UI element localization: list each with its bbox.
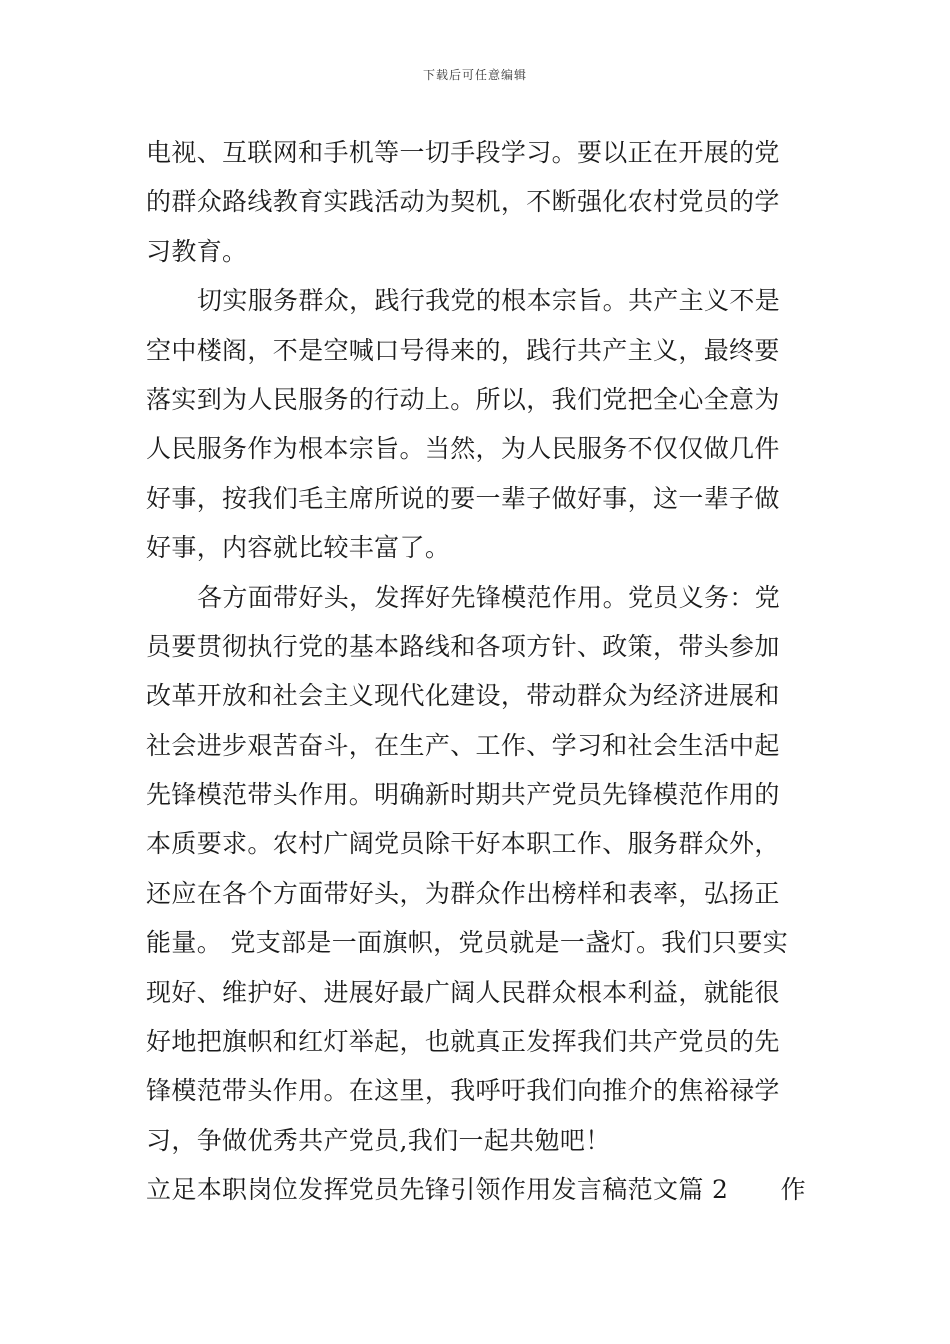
text-line: 员要贯彻执行党的基本路线和各项方针、政策，带头参加 bbox=[146, 631, 780, 661]
text-line: 本质要求。农村广阔党员除干好本职工作、服务群众外， bbox=[146, 829, 780, 859]
paragraph-start-line: 切实服务群众，践行我党的根本宗旨。共产主义不是 bbox=[197, 286, 781, 316]
text-line: 先锋模范带头作用。明确新时期共产党员先锋模范作用的 bbox=[146, 780, 780, 810]
text-line: 好地把旗帜和红灯举起，也就真正发挥我们共产党员的先 bbox=[146, 1027, 780, 1057]
text-line: 电视、互联网和手机等一切手段学习。要以正在开展的党 bbox=[146, 138, 780, 167]
text-line: 还应在各个方面带好头，为群众作出榜样和表率，弘扬正 bbox=[146, 878, 780, 908]
text-line: 能量。 党支部是一面旗帜，党员就是一盏灯。我们只要实 bbox=[146, 928, 789, 958]
section-heading bbox=[146, 1165, 810, 1214]
text-line: 的群众路线教育实践活动为契机，不断强化农村党员的学 bbox=[146, 187, 780, 217]
text-line: 好事，内容就比较丰富了。 bbox=[146, 533, 451, 563]
text-line: 落实到为人民服务的行动上。所以，我们党把全心全意为 bbox=[146, 384, 780, 414]
paragraph-start-line: 各方面带好头，发挥好先锋模范作用。党员义务：党 bbox=[197, 582, 781, 612]
section-heading-tail: 作 bbox=[780, 1175, 806, 1205]
text-line: 空中楼阁，不是空喊口号得来的，践行共产主义，最终要 bbox=[146, 335, 780, 365]
text-line: 好事，按我们毛主席所说的要一辈子做好事，这一辈子做 bbox=[146, 483, 780, 513]
text-line: 习教育。 bbox=[146, 236, 248, 266]
page-header-note: 下载后可任意编辑 bbox=[422, 68, 527, 82]
text-line: 人民服务作为根本宗旨。当然，为人民服务不仅仅做几件 bbox=[146, 434, 780, 464]
text-line: 现好、维护好、进展好最广阔人民群众根本利益，就能很 bbox=[146, 977, 780, 1007]
section-heading-title: 立足本职岗位发挥党员先锋引领作用发言稿范文篇 2 bbox=[146, 1175, 729, 1205]
text-line: 习，争做优秀共产党员,我们一起共勉吧！ bbox=[146, 1125, 611, 1155]
text-line: 锋模范带头作用。在这里，我呼吁我们向推介的焦裕禄学 bbox=[146, 1076, 780, 1106]
text-line: 社会进步艰苦奋斗，在生产、工作、学习和社会生活中起 bbox=[146, 730, 780, 760]
document-body bbox=[146, 128, 810, 1215]
text-line: 改革开放和社会主义现代化建设，带动群众为经济进展和 bbox=[146, 681, 780, 711]
